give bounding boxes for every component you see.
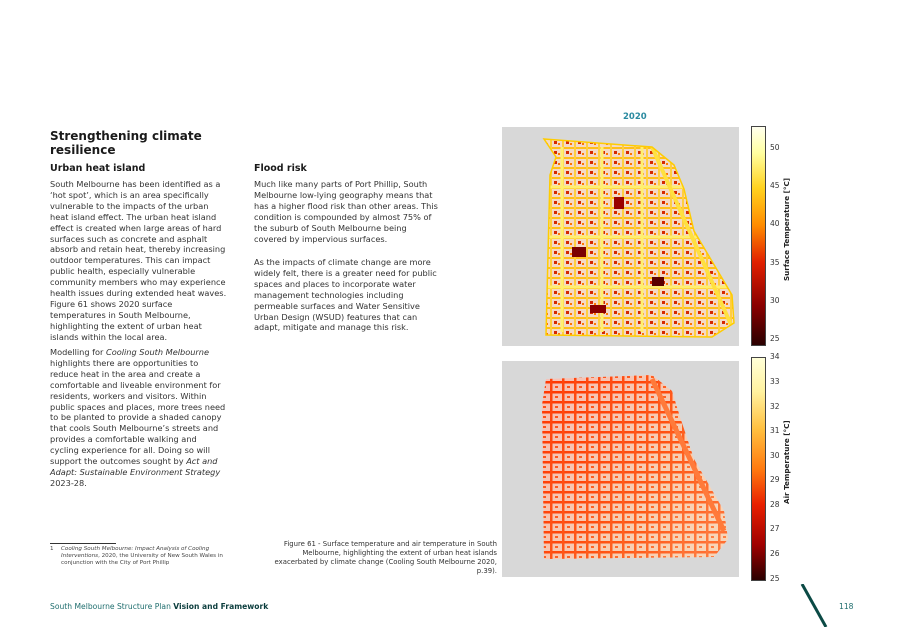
decorative-slash xyxy=(796,584,836,627)
surface-map-graphic xyxy=(502,127,739,346)
air-tick-34: 34 xyxy=(770,352,780,361)
surface-temp-label: Surface Temperature [°C] xyxy=(782,177,791,281)
figure-caption: Figure 61 - Surface temperature and air temperature in South Melbourne, highlighting the extent of urban heat islands exacerbated by climate change (Cooling South Melbourne 2020, p.39). xyxy=(274,540,497,575)
footnote-divider xyxy=(50,543,116,544)
air-tick-26: 26 xyxy=(770,549,780,558)
air-tick-32: 32 xyxy=(770,402,780,411)
urban-heat-paragraph-2 xyxy=(50,347,228,489)
air-tick-25: 25 xyxy=(770,574,780,583)
footer-title xyxy=(50,602,268,611)
air-tick-28: 28 xyxy=(770,500,780,509)
page-number: 118 xyxy=(839,602,854,611)
p2-em-cooling: Cooling South Melbourne xyxy=(105,347,210,357)
surface-tick-30: 30 xyxy=(770,296,780,305)
surface-tick-25: 25 xyxy=(770,334,780,343)
air-tick-29: 29 xyxy=(770,475,780,484)
footnote-number: 1 xyxy=(50,546,54,552)
surface-tick-45: 45 xyxy=(770,181,780,190)
footnote-rest: , 2020, the University of New South Wales in conjunction with the City of Port Phillip xyxy=(61,553,223,567)
footnote-em: Cooling South Melbourne: Impact Analysis of Cooling Interventions xyxy=(61,546,210,560)
surface-colorbar xyxy=(751,126,766,346)
surface-tick-50: 50 xyxy=(770,143,780,152)
p2-text-a: Modelling for xyxy=(50,347,106,357)
air-map-graphic xyxy=(502,361,739,577)
surface-tick-40: 40 xyxy=(770,219,780,228)
p2-text-b: highlights there are opportunities to reduce heat in the area and create a comfortable and liveable environment for residents, workers and visitors. Within public spaces and places, more trees need to be planted to provide a shaded canopy that cools South Melbourne’s streets and provides a comfortable walking and cycling experience for all. Doing so will support the outcomes sought by xyxy=(50,357,226,467)
flood-risk-paragraph-2: As the impacts of climate change are more widely felt, there is a greater need for public spaces and places to incorporate water management technologies including permeable surfaces and Water Sensitive Urban Design (WSUD) features that can adapt, mitigate and manage this risk. xyxy=(254,257,437,333)
urban-heat-island-heading: Urban heat island xyxy=(50,163,146,174)
air-tick-33: 33 xyxy=(770,377,780,386)
air-tick-30: 30 xyxy=(770,451,780,460)
surface-tick-35: 35 xyxy=(770,258,780,267)
air-temp-label: Air Temperature [°C] xyxy=(782,420,791,504)
page-heading: Strengthening climate resilience xyxy=(50,129,202,157)
footer-plain: South Melbourne Structure Plan xyxy=(50,602,174,611)
urban-heat-paragraph-1: South Melbourne has been identified as a ‘hot spot’, which is an area specifically vulnerable to the impacts of the urban heat island effect. The urban heat island effect is created when large areas of hard surfaces such as concrete and asphalt absorb and retain heat, thereby increasing outdoor temperatures. This can impact public health, especially vulnerable community members who may experience health issues during extended heat waves. Figure 61 shows 2020 surface temperatures in South Melbourne, highlighting the extent of urban heat islands within the local area. xyxy=(50,179,227,342)
p2-em-strategy: Act and Adapt: Sustainable Environment Strategy xyxy=(50,456,221,477)
air-colorbar xyxy=(751,357,766,581)
figure-year: 2020 xyxy=(623,112,647,122)
flood-risk-paragraph-1: Much like many parts of Port Phillip, South Melbourne low-lying geography means that has a higher flood risk than other areas. This condition is compounded by almost 75% of the suburb of South Melbourne being covered by impervious surfaces. xyxy=(254,179,438,244)
footnote-text xyxy=(61,546,229,568)
air-temperature-map xyxy=(502,361,739,577)
p2-text-c: 2023-28. xyxy=(50,477,87,488)
air-tick-27: 27 xyxy=(770,524,780,533)
flood-risk-heading: Flood risk xyxy=(254,163,307,174)
surface-temperature-map xyxy=(502,127,739,346)
footer-bold: Vision and Framework xyxy=(173,602,269,611)
air-tick-31: 31 xyxy=(770,426,780,435)
